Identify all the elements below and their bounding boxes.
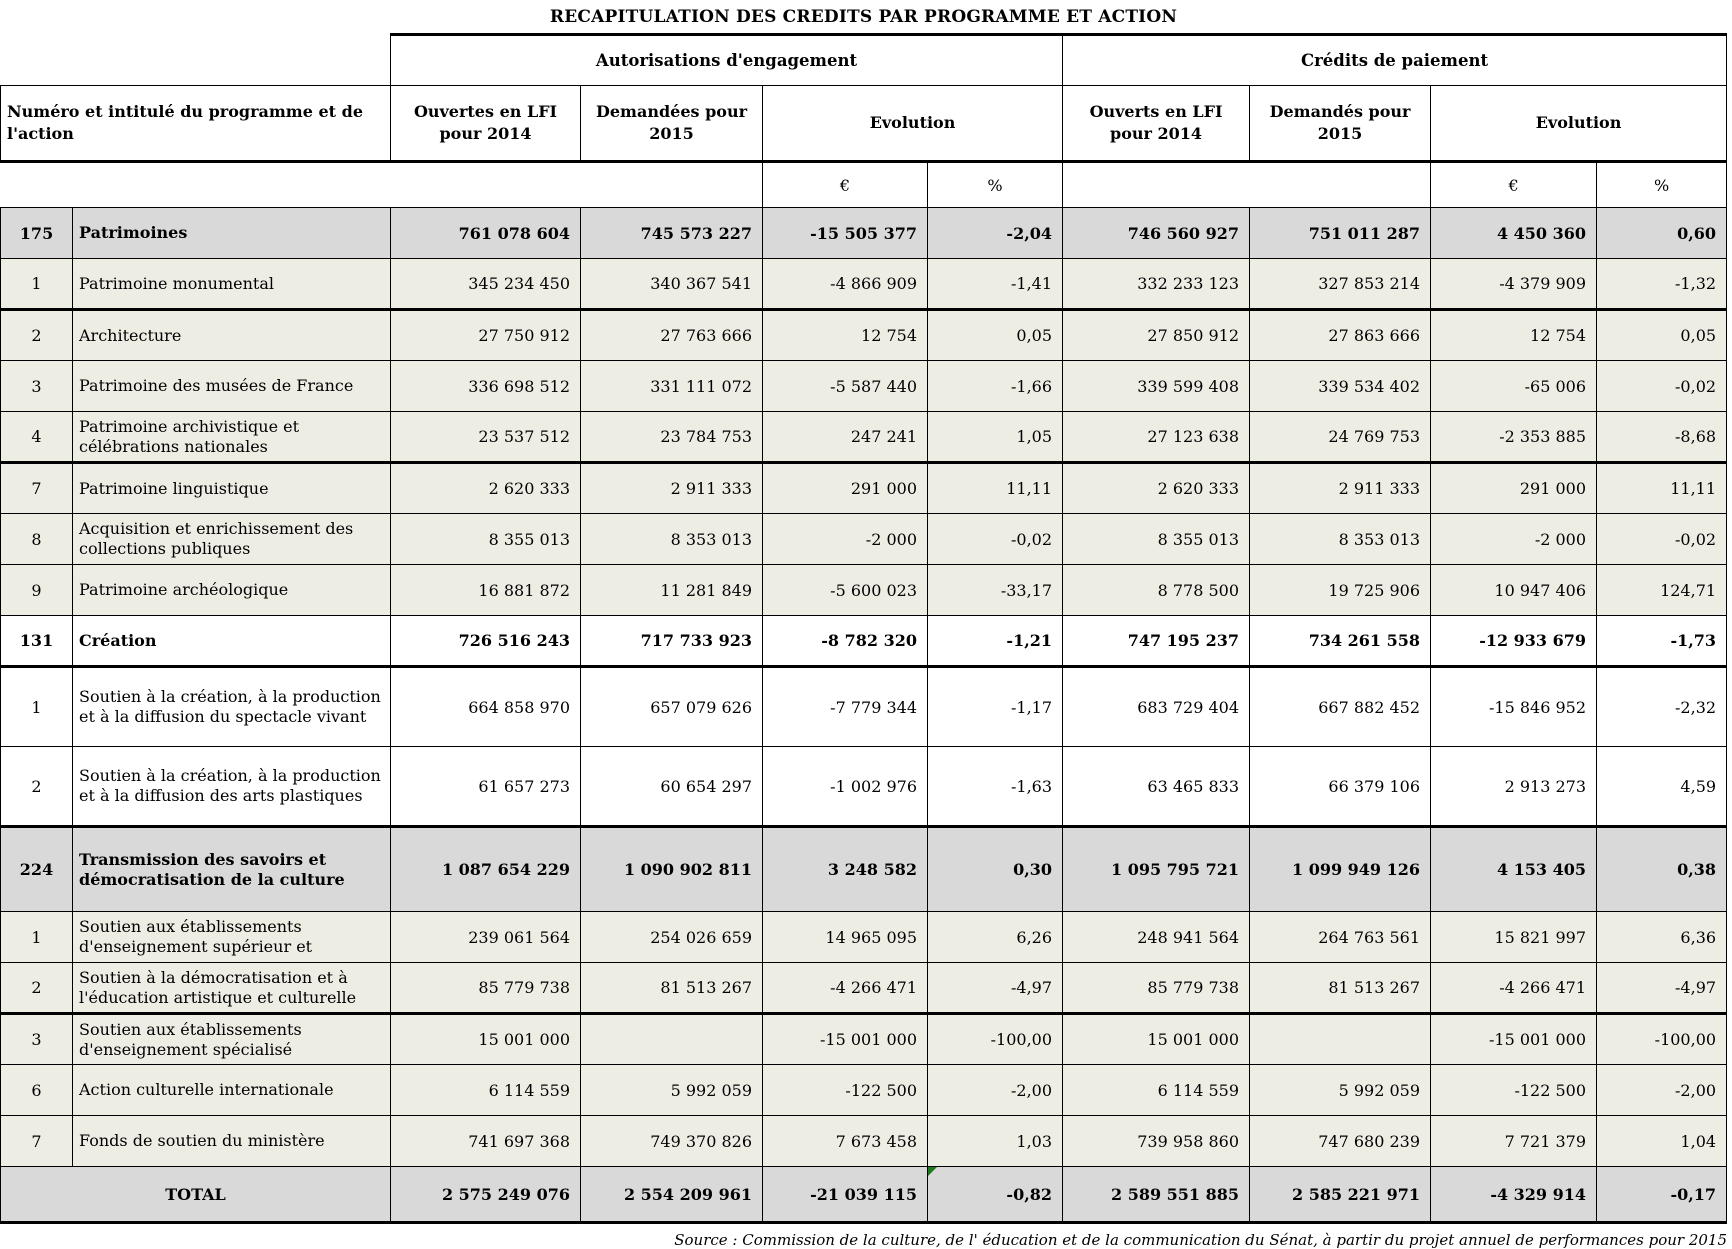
row-label-cell: Patrimoine archivistique et célébrations nationales bbox=[73, 412, 391, 463]
value-cell: 741 697 368 bbox=[391, 1116, 581, 1167]
value-cell: -1,17 bbox=[928, 667, 1063, 747]
table-row bbox=[1, 412, 1727, 463]
value-cell: 85 779 738 bbox=[391, 963, 581, 1014]
row-label-cell: Patrimoine archéologique bbox=[73, 565, 391, 616]
group-header-paiement: Crédits de paiement bbox=[1063, 35, 1727, 86]
value-cell: -100,00 bbox=[928, 1014, 1063, 1065]
value-cell: -4 266 471 bbox=[763, 963, 928, 1014]
value-cell: 726 516 243 bbox=[391, 616, 581, 667]
value-cell: 23 784 753 bbox=[581, 412, 763, 463]
value-cell: -12 933 679 bbox=[1431, 616, 1597, 667]
value-cell: 749 370 826 bbox=[581, 1116, 763, 1167]
value-cell: 2 589 551 885 bbox=[1063, 1167, 1250, 1223]
value-cell: -15 001 000 bbox=[1431, 1014, 1597, 1065]
value-cell: 664 858 970 bbox=[391, 667, 581, 747]
value-cell: 657 079 626 bbox=[581, 667, 763, 747]
col-header-cp-demandes-2015: Demandés pour 2015 bbox=[1250, 86, 1431, 162]
value-cell: 10 947 406 bbox=[1431, 565, 1597, 616]
value-cell: -1,63 bbox=[928, 747, 1063, 827]
group-header-row bbox=[1, 35, 1727, 86]
value-cell: 2 575 249 076 bbox=[391, 1167, 581, 1223]
value-cell: 1,05 bbox=[928, 412, 1063, 463]
value-cell: 254 026 659 bbox=[581, 912, 763, 963]
row-label-cell: Soutien aux établissements d'enseignement spécialisé bbox=[73, 1014, 391, 1065]
value-cell: 8 353 013 bbox=[1250, 514, 1431, 565]
row-number-cell: 4 bbox=[1, 412, 73, 463]
row-label-cell: Fonds de soutien du ministère bbox=[73, 1116, 391, 1167]
row-label-cell: Soutien à la création, à la production et à la diffusion du spectacle vivant bbox=[73, 667, 391, 747]
value-cell: -0,82 bbox=[928, 1167, 1063, 1223]
value-cell: 7 721 379 bbox=[1431, 1116, 1597, 1167]
table-row bbox=[1, 667, 1727, 747]
value-cell: -2,04 bbox=[928, 208, 1063, 259]
value-cell: 683 729 404 bbox=[1063, 667, 1250, 747]
value-cell: 66 379 106 bbox=[1250, 747, 1431, 827]
value-cell: 1,03 bbox=[928, 1116, 1063, 1167]
value-cell: -2 353 885 bbox=[1431, 412, 1597, 463]
source-note: Source : Commission de la culture, de l' éducation et de la communication du Sénat, à partir du projet annuel de performances pour 2015 bbox=[674, 1231, 1727, 1249]
row-label-cell: Transmission des savoirs et démocratisation de la culture bbox=[73, 827, 391, 912]
value-cell: 2 913 273 bbox=[1431, 747, 1597, 827]
value-cell: -21 039 115 bbox=[763, 1167, 928, 1223]
value-cell: -2 000 bbox=[1431, 514, 1597, 565]
row-number-cell: 7 bbox=[1, 463, 73, 514]
value-cell: 745 573 227 bbox=[581, 208, 763, 259]
value-cell: -1 002 976 bbox=[763, 747, 928, 827]
value-cell: -4 866 909 bbox=[763, 259, 928, 310]
blank-cell bbox=[391, 162, 763, 208]
value-cell: 2 585 221 971 bbox=[1250, 1167, 1431, 1223]
empty-bordered-cell bbox=[1063, 162, 1431, 208]
value-cell: 746 560 927 bbox=[1063, 208, 1250, 259]
value-cell: 734 261 558 bbox=[1250, 616, 1431, 667]
value-cell: 8 778 500 bbox=[1063, 565, 1250, 616]
value-cell: -0,02 bbox=[1597, 361, 1727, 412]
row-label-cell: Acquisition et enrichissement des collections publiques bbox=[73, 514, 391, 565]
row-number-cell: 1 bbox=[1, 912, 73, 963]
value-cell: 345 234 450 bbox=[391, 259, 581, 310]
value-cell: 6 114 559 bbox=[1063, 1065, 1250, 1116]
value-cell: 6,26 bbox=[928, 912, 1063, 963]
row-header-cell: Numéro et intitulé du programme et de l'action bbox=[1, 86, 391, 162]
table-row bbox=[1, 912, 1727, 963]
value-cell: 124,71 bbox=[1597, 565, 1727, 616]
value-cell: -100,00 bbox=[1597, 1014, 1727, 1065]
value-cell: 14 965 095 bbox=[763, 912, 928, 963]
value-cell: 27 863 666 bbox=[1250, 310, 1431, 361]
value-cell: 751 011 287 bbox=[1250, 208, 1431, 259]
value-cell: 264 763 561 bbox=[1250, 912, 1431, 963]
value-cell: -0,02 bbox=[928, 514, 1063, 565]
value-cell: 2 911 333 bbox=[581, 463, 763, 514]
value-cell: -1,73 bbox=[1597, 616, 1727, 667]
value-cell: -33,17 bbox=[928, 565, 1063, 616]
value-cell: 248 941 564 bbox=[1063, 912, 1250, 963]
total-label-cell: TOTAL bbox=[1, 1167, 391, 1223]
value-cell: 667 882 452 bbox=[1250, 667, 1431, 747]
unit-percent-cp: % bbox=[1597, 162, 1727, 208]
value-cell: -1,32 bbox=[1597, 259, 1727, 310]
row-number-cell: 7 bbox=[1, 1116, 73, 1167]
row-number-cell: 224 bbox=[1, 827, 73, 912]
col-header-ae-demandees-2015: Demandées pour 2015 bbox=[581, 86, 763, 162]
row-label-cell: Architecture bbox=[73, 310, 391, 361]
table-row bbox=[1, 1014, 1727, 1065]
row-label-cell: Patrimoine linguistique bbox=[73, 463, 391, 514]
units-row bbox=[1, 162, 1727, 208]
group-header-engagement: Autorisations d'engagement bbox=[391, 35, 1063, 86]
value-cell: 747 195 237 bbox=[1063, 616, 1250, 667]
value-cell: 27 763 666 bbox=[581, 310, 763, 361]
value-cell: 19 725 906 bbox=[1250, 565, 1431, 616]
value-cell: 336 698 512 bbox=[391, 361, 581, 412]
value-cell: -122 500 bbox=[763, 1065, 928, 1116]
value-cell: -2,32 bbox=[1597, 667, 1727, 747]
value-cell: 327 853 214 bbox=[1250, 259, 1431, 310]
row-number-cell: 2 bbox=[1, 310, 73, 361]
value-cell: 339 599 408 bbox=[1063, 361, 1250, 412]
table-row bbox=[1, 616, 1727, 667]
value-cell: 15 821 997 bbox=[1431, 912, 1597, 963]
value-cell: 5 992 059 bbox=[581, 1065, 763, 1116]
value-cell: 747 680 239 bbox=[1250, 1116, 1431, 1167]
value-cell: 239 061 564 bbox=[391, 912, 581, 963]
value-cell: 27 850 912 bbox=[1063, 310, 1250, 361]
row-number-cell: 8 bbox=[1, 514, 73, 565]
row-number-cell: 131 bbox=[1, 616, 73, 667]
value-cell: -122 500 bbox=[1431, 1065, 1597, 1116]
value-cell: 247 241 bbox=[763, 412, 928, 463]
col-header-ae-evolution: Evolution bbox=[763, 86, 1063, 162]
value-cell: 8 355 013 bbox=[1063, 514, 1250, 565]
value-cell: 7 673 458 bbox=[763, 1116, 928, 1167]
value-cell: 291 000 bbox=[1431, 463, 1597, 514]
credits-table bbox=[0, 33, 1727, 1224]
row-label-cell: Action culturelle internationale bbox=[73, 1065, 391, 1116]
table-row bbox=[1, 310, 1727, 361]
value-cell: 0,05 bbox=[928, 310, 1063, 361]
value-cell: 11,11 bbox=[1597, 463, 1727, 514]
row-label-cell: Patrimoines bbox=[73, 208, 391, 259]
value-cell: -15 505 377 bbox=[763, 208, 928, 259]
value-cell: 81 513 267 bbox=[1250, 963, 1431, 1014]
value-cell: 761 078 604 bbox=[391, 208, 581, 259]
value-cell: -1,21 bbox=[928, 616, 1063, 667]
column-header-row bbox=[1, 86, 1727, 162]
value-cell: 4 153 405 bbox=[1431, 827, 1597, 912]
value-cell: 61 657 273 bbox=[391, 747, 581, 827]
table-row bbox=[1, 259, 1727, 310]
table-row bbox=[1, 963, 1727, 1014]
value-cell: 1 099 949 126 bbox=[1250, 827, 1431, 912]
value-cell: -4 266 471 bbox=[1431, 963, 1597, 1014]
value-cell: 16 881 872 bbox=[391, 565, 581, 616]
value-cell: 85 779 738 bbox=[1063, 963, 1250, 1014]
value-cell: 332 233 123 bbox=[1063, 259, 1250, 310]
table-row bbox=[1, 208, 1727, 259]
row-label-cell: Soutien aux établissements d'enseignement supérieur et bbox=[73, 912, 391, 963]
value-cell: 0,38 bbox=[1597, 827, 1727, 912]
value-cell: 0,05 bbox=[1597, 310, 1727, 361]
value-cell: 1 090 902 811 bbox=[581, 827, 763, 912]
value-cell: 5 992 059 bbox=[1250, 1065, 1431, 1116]
table-row bbox=[1, 565, 1727, 616]
table-row bbox=[1, 1167, 1727, 1223]
table-row bbox=[1, 747, 1727, 827]
value-cell: 1,04 bbox=[1597, 1116, 1727, 1167]
value-cell: 27 123 638 bbox=[1063, 412, 1250, 463]
value-cell: 12 754 bbox=[1431, 310, 1597, 361]
value-cell: 2 911 333 bbox=[1250, 463, 1431, 514]
row-label-cell: Soutien à la création, à la production et à la diffusion des arts plastiques bbox=[73, 747, 391, 827]
col-header-cp-lfi-2014: Ouverts en LFI pour 2014 bbox=[1063, 86, 1250, 162]
value-cell: -1,66 bbox=[928, 361, 1063, 412]
blank-corner-cell bbox=[1, 35, 391, 86]
value-cell: -0,02 bbox=[1597, 514, 1727, 565]
value-cell: -2,00 bbox=[928, 1065, 1063, 1116]
row-number-cell: 2 bbox=[1, 963, 73, 1014]
value-cell: 4,59 bbox=[1597, 747, 1727, 827]
unit-percent-ae: % bbox=[928, 162, 1063, 208]
value-cell: 63 465 833 bbox=[1063, 747, 1250, 827]
value-cell: -65 006 bbox=[1431, 361, 1597, 412]
value-cell: -2 000 bbox=[763, 514, 928, 565]
value-cell: 12 754 bbox=[763, 310, 928, 361]
row-number-cell: 3 bbox=[1, 361, 73, 412]
value-cell: 23 537 512 bbox=[391, 412, 581, 463]
value-cell: 331 111 072 bbox=[581, 361, 763, 412]
value-cell: -15 001 000 bbox=[763, 1014, 928, 1065]
value-cell: -15 846 952 bbox=[1431, 667, 1597, 747]
value-cell: 739 958 860 bbox=[1063, 1116, 1250, 1167]
value-cell: 11 281 849 bbox=[581, 565, 763, 616]
value-cell: 15 001 000 bbox=[391, 1014, 581, 1065]
value-cell: -8,68 bbox=[1597, 412, 1727, 463]
unit-euro-ae: € bbox=[763, 162, 928, 208]
value-cell: 11,11 bbox=[928, 463, 1063, 514]
table-row bbox=[1, 1116, 1727, 1167]
value-cell: -8 782 320 bbox=[763, 616, 928, 667]
value-cell: 4 450 360 bbox=[1431, 208, 1597, 259]
value-cell: -4 329 914 bbox=[1431, 1167, 1597, 1223]
value-cell: 2 620 333 bbox=[1063, 463, 1250, 514]
value-cell: 0,30 bbox=[928, 827, 1063, 912]
value-cell: 1 095 795 721 bbox=[1063, 827, 1250, 912]
value-cell: 2 620 333 bbox=[391, 463, 581, 514]
table-row bbox=[1, 1065, 1727, 1116]
value-cell: -5 587 440 bbox=[763, 361, 928, 412]
value-cell: 717 733 923 bbox=[581, 616, 763, 667]
row-label-cell: Création bbox=[73, 616, 391, 667]
value-cell: 340 367 541 bbox=[581, 259, 763, 310]
blank-cell bbox=[1, 162, 391, 208]
value-cell: -7 779 344 bbox=[763, 667, 928, 747]
value-cell: -4,97 bbox=[928, 963, 1063, 1014]
table-row bbox=[1, 514, 1727, 565]
value-cell: -2,00 bbox=[1597, 1065, 1727, 1116]
value-cell: 8 353 013 bbox=[581, 514, 763, 565]
row-label-cell: Patrimoine monumental bbox=[73, 259, 391, 310]
value-cell bbox=[581, 1014, 763, 1065]
row-label-cell: Patrimoine des musées de France bbox=[73, 361, 391, 412]
value-cell: 6,36 bbox=[1597, 912, 1727, 963]
value-cell: 24 769 753 bbox=[1250, 412, 1431, 463]
row-number-cell: 9 bbox=[1, 565, 73, 616]
unit-euro-cp: € bbox=[1431, 162, 1597, 208]
row-label-cell: Soutien à la démocratisation et à l'éducation artistique et culturelle bbox=[73, 963, 391, 1014]
value-cell: 2 554 209 961 bbox=[581, 1167, 763, 1223]
col-header-cp-evolution: Evolution bbox=[1431, 86, 1727, 162]
row-number-cell: 1 bbox=[1, 667, 73, 747]
value-cell: -4 379 909 bbox=[1431, 259, 1597, 310]
table-row bbox=[1, 463, 1727, 514]
value-cell: 291 000 bbox=[763, 463, 928, 514]
value-cell: -0,17 bbox=[1597, 1167, 1727, 1223]
value-cell: 339 534 402 bbox=[1250, 361, 1431, 412]
value-cell: -5 600 023 bbox=[763, 565, 928, 616]
row-number-cell: 175 bbox=[1, 208, 73, 259]
col-header-ae-lfi-2014: Ouvertes en LFI pour 2014 bbox=[391, 86, 581, 162]
value-cell: -1,41 bbox=[928, 259, 1063, 310]
row-number-cell: 1 bbox=[1, 259, 73, 310]
row-number-cell: 6 bbox=[1, 1065, 73, 1116]
row-number-cell: 3 bbox=[1, 1014, 73, 1065]
page-title: RECAPITULATION DES CREDITS PAR PROGRAMME ET ACTION bbox=[549, 7, 1178, 27]
table-row bbox=[1, 827, 1727, 912]
row-number-cell: 2 bbox=[1, 747, 73, 827]
value-cell: 3 248 582 bbox=[763, 827, 928, 912]
value-cell bbox=[1250, 1014, 1431, 1065]
value-cell: -4,97 bbox=[1597, 963, 1727, 1014]
value-cell: 15 001 000 bbox=[1063, 1014, 1250, 1065]
value-cell: 27 750 912 bbox=[391, 310, 581, 361]
value-cell: 81 513 267 bbox=[581, 963, 763, 1014]
value-cell: 8 355 013 bbox=[391, 514, 581, 565]
value-cell: 1 087 654 229 bbox=[391, 827, 581, 912]
value-cell: 0,60 bbox=[1597, 208, 1727, 259]
table-row bbox=[1, 361, 1727, 412]
value-cell: 6 114 559 bbox=[391, 1065, 581, 1116]
value-cell: 60 654 297 bbox=[581, 747, 763, 827]
